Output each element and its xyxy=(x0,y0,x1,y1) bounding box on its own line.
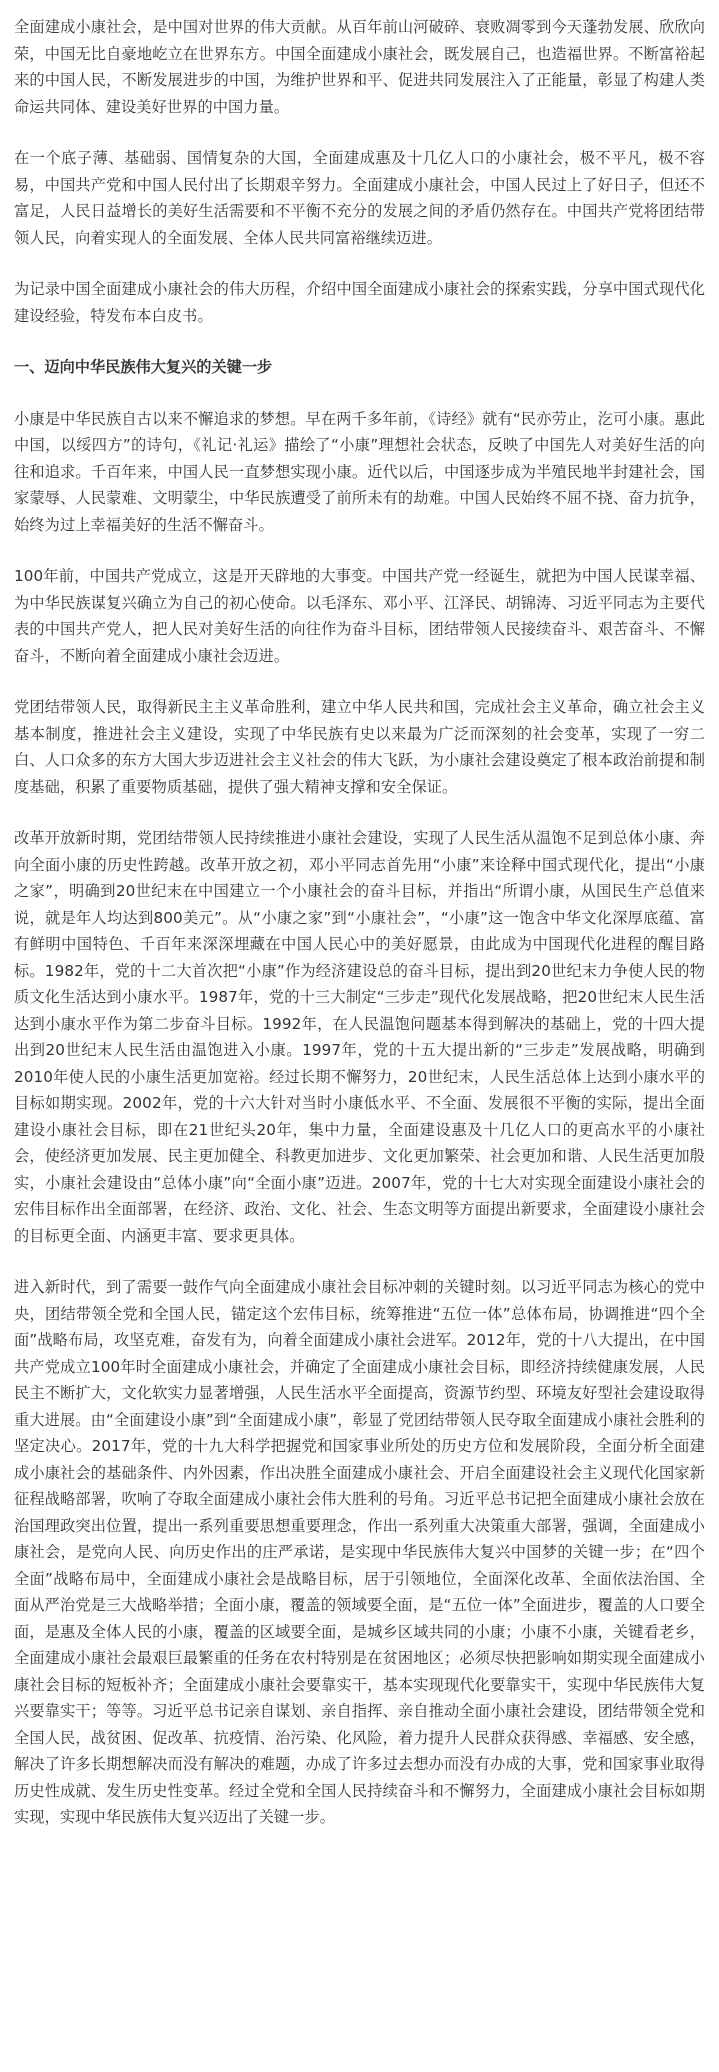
section-paragraph: 小康是中华民族自古以来不懈追求的梦想。早在两千多年前，《诗经》就有“民亦劳止，汔可小康。惠此中国，以绥四方”的诗句，《礼记·礼运》描绘了“小康”理想社会状态，反映了中国先人对美好生活的向往和追求。千百年来，中国人民一直梦想实现小康。近代以后，中国逐步成为半殖民地半封建社会，国家蒙辱、人民蒙难、文明蒙尘，中华民族遭受了前所未有的劫难。中国人民始终不屈不挠、奋力抗争，始终为过上幸福美好的生活不懈奋斗。 xyxy=(14,409,705,534)
section-paragraph: 100年前，中国共产党成立，这是开天辟地的大事变。中国共产党一经诞生，就把为中国人民谋幸福、为中华民族谋复兴确立为自己的初心使命。以毛泽东、邓小平、江泽民、胡锦涛、习近平同志为主要代表的中国共产党人，把人民对美好生活的向往作为奋斗目标，团结带领人民接续奋斗、艰苦奋斗、不懈奋斗，不断向着全面建成小康社会迈进。 xyxy=(14,567,705,665)
intro-paragraph: 为记录中国全面建成小康社会的伟大历程，介绍中国全面建成小康社会的探索实践，分享中国式现代化建设经验，特发布本白皮书。 xyxy=(14,280,705,325)
section-paragraph: 党团结带领人民，取得新民主主义革命胜利，建立中华人民共和国，完成社会主义革命，确立社会主义基本制度，推进社会主义建设，实现了中华民族有史以来最为广泛而深刻的社会变革，实现了一穷二白、人口众多的东方大国大步迈进社会主义社会的伟大飞跃，为小康社会建设奠定了根本政治前提和制度基础，积累了重要物质基础，提供了强大精神支撑和安全保证。 xyxy=(14,698,705,796)
intro-paragraph: 全面建成小康社会，是中国对世界的伟大贡献。从百年前山河破碎、衰败凋零到今天蓬勃发展、欣欣向荣，中国无比自豪地屹立在世界东方。中国全面建成小康社会，既发展自己，也造福世界。不断富裕起来的中国人民，不断发展进步的中国，为维护世界和平、促进共同发展注入了正能量，彰显了构建人类命运共同体、建设美好世界的中国力量。 xyxy=(14,18,705,116)
intro-paragraph: 在一个底子薄、基础弱、国情复杂的大国，全面建成惠及十几亿人口的小康社会，极不平凡，极不容易，中国共产党和中国人民付出了长期艰辛努力。全面建成小康社会，中国人民过上了好日子，但还不富足，人民日益增长的美好生活需要和不平衡不充分的发展之间的矛盾仍然存在。中国共产党将团结带领人民，向着实现人的全面发展、全体人民共同富裕继续迈进。 xyxy=(14,149,705,247)
section-paragraph: 改革开放新时期，党团结带领人民持续推进小康社会建设，实现了人民生活从温饱不足到总体小康、奔向全面小康的历史性跨越。改革开放之初，邓小平同志首先用“小康”来诠释中国式现代化，提出“小康之家”，明确到20世纪末在中国建立一个小康社会的奋斗目标，并指出“所谓小康，从国民生产总值来说，就是年人均达到800美元”。从“小康之家”到“小康社会”，“小康”这一饱含中华文化深厚底蕴、富有鲜明中国特色、千百年来深深埋藏在中国人民心中的美好愿景，由此成为中国现代化进程的醒目路标。1982年，党的十二大首次把“小康”作为经济建设总的奋斗目标，提出到20世纪末力争使人民的物质文化生活达到小康水平。1987年，党的十三大制定“三步走”现代化发展战略，把20世纪末人民生活达到小康水平作为第二步奋斗目标。1992年，在人民温饱问题基本得到解决的基础上，党的十四大提出到20世纪末人民生活由温饱进入小康。1997年，党的十五大提出新的“三步走”发展战略，明确到2010年使人民的小康生活更加宽裕。经过长期不懈努力，20世纪末，人民生活总体上达到小康水平的目标如期实现。2002年，党的十六大针对当时小康低水平、不全面、发展很不平衡的实际，提出全面建设小康社会目标，即在21世纪头20年，集中力量，全面建设惠及十几亿人口的更高水平的小康社会，使经济更加发展、民主更加健全、科教更加进步、文化更加繁荣、社会更加和谐、人民生活更加殷实，小康社会建设由“总体小康”向“全面小康”迈进。2007年，党的十七大对实现全面建设小康社会的宏伟目标作出全面部署，在经济、政治、文化、社会、生态文明等方面提出新要求，全面建设小康社会的目标更全面、内涵更丰富、要求更具体。 xyxy=(14,829,705,1245)
section-heading: 一、迈向中华民族伟大复兴的关键一步 xyxy=(14,358,273,376)
section-paragraph: 进入新时代，到了需要一鼓作气向全面建成小康社会目标冲刺的关键时刻。以习近平同志为核心的党中央，团结带领全党和全国人民，锚定这个宏伟目标，统筹推进“五位一体”总体布局，协调推进“四个全面”战略布局，攻坚克难，奋发有为，向着全面建成小康社会进军。2012年，党的十八大提出，在中国共产党成立100年时全面建成小康社会，并确定了全面建成小康社会目标，即经济持续健康发展，人民民主不断扩大，文化软实力显著增强，人民生活水平全面提高，资源节约型、环境友好型社会建设取得重大进展。由“全面建设小康”到“全面建成小康”，彰显了党团结带领人民夺取全面建成小康社会胜利的坚定决心。2017年，党的十九大科学把握党和国家事业所处的历史方位和发展阶段，全面分析全面建成小康社会的基础条件、内外因素，作出决胜全面建成小康社会、开启全面建设社会主义现代化国家新征程战略部署，吹响了夺取全面建成小康社会伟大胜利的号角。习近平总书记把全面建成小康社会放在治国理政突出位置，提出一系列重要思想重要理念，作出一系列重大决策重大部署，强调，全面建成小康社会，是党向人民、向历史作出的庄严承诺，是实现中华民族伟大复兴中国梦的关键一步；在“四个全面”战略布局中，全面建成小康社会是战略目标，居于引领地位，全面深化改革、全面依法治国、全面从严治党是三大战略举措；全面小康，覆盖的领域要全面，是“五位一体”全面进步，覆盖的人口要全面，是惠及全体人民的小康，覆盖的区域要全面，是城乡区域共同的小康；小康不小康，关键看老乡，全面建成小康社会最艰巨最繁重的任务在农村特别是在贫困地区；必须尽快把影响如期实现全面建成小康社会目标的短板补齐；全面建成小康社会要靠实干，基本实现现代化要靠实干，实现中华民族伟大复兴要靠实干；等等。习近平总书记亲自谋划、亲自指挥、亲自推动全面小康社会建设，团结带领全党和全国人民，战贫困、促改革、抗疫情、治污染、化风险，着力提升人民群众获得感、幸福感、安全感，解决了许多长期想解决而没有解决的难题，办成了许多过去想办而没有办成的大事，党和国家事业取得历史性成就、发生历史性变革。经过全党和全国人民持续奋斗和不懈努力，全面建成小康社会目标如期实现，实现中华民族伟大复兴迈出了关键一步。 xyxy=(14,1278,705,1826)
